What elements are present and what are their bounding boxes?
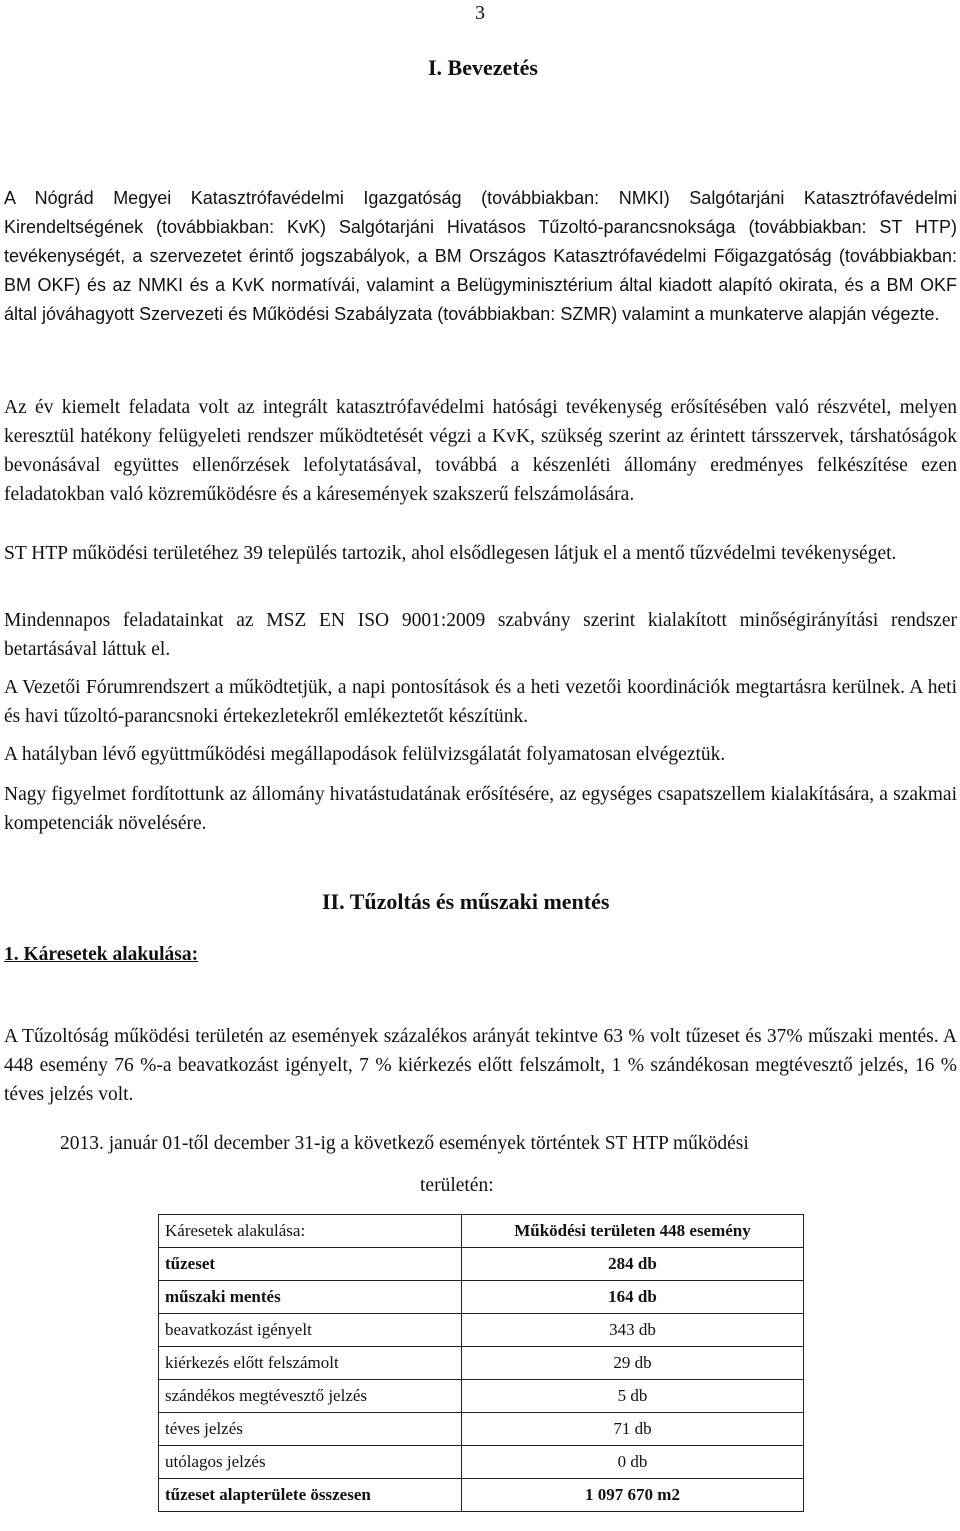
table-row (159, 1281, 804, 1314)
table-cell-value: 29 db (462, 1347, 804, 1380)
table-cell-label: tűzeset (159, 1248, 462, 1281)
table-row (159, 1347, 804, 1380)
incidents-table (158, 1214, 804, 1512)
table-cell-label: téves jelzés (159, 1413, 462, 1446)
table-cell-value: 71 db (462, 1413, 804, 1446)
page-number: 3 (475, 2, 485, 24)
table-row (159, 1446, 804, 1479)
table-header-cell: Káresetek alakulása: (159, 1215, 462, 1248)
table-cell-label: kiérkezés előtt felszámolt (159, 1347, 462, 1380)
table-cell-label: utólagos jelzés (159, 1446, 462, 1479)
section-title-firefighting: II. Tűzoltás és műszaki mentés (322, 889, 610, 914)
table-cell-value: 284 db (462, 1248, 804, 1281)
table-intro-line-2: területén: (420, 1175, 494, 1196)
section-title-introduction: I. Bevezetés (428, 55, 538, 80)
table-header-cell: Működési területen 448 esemény (462, 1215, 804, 1248)
table-cell-value: 343 db (462, 1314, 804, 1347)
paragraph-agreements: A hatályban lévő együttműködési megállapodások felülvizsgálatát folyamatosan elvégeztük. (4, 744, 726, 765)
paragraph-quality-system: Mindennapos feladatainkat az MSZ EN ISO 9001:2009 szabvány szerint kialakított minőségirányítási rendszer betartásával láttuk el. (4, 610, 957, 660)
table-cell-value: 164 db (462, 1281, 804, 1314)
table-header-row (159, 1215, 804, 1248)
paragraph-intro: A Nógrád Megyei Katasztrófavédelmi Igazgatóság (továbbiakban: NMKI) Salgótarjáni Katasztrófavédelmi Kirendeltségének (továbbiakban: KvK) Salgótarjáni Hivatásos Tűzoltó-parancsnoksága (továbbiakban: ST HTP) tevékenységét, a szervezetet érintő jogszabályok, a BM Országos Katasztrófavédelmi Főigazgatóság (továbbiakban: BM OKF) és az NMKI és a KvK normatívái, valamint a Belügyminisztérium által kiadott alapító okirata, és a BM OKF által jóváhagyott Szervezeti és Működési Szabályzata (továbbiakban: SZMR) valamint a munkaterve alapján végezte. (4, 188, 957, 324)
table-row (159, 1248, 804, 1281)
table-cell-value: 0 db (462, 1446, 804, 1479)
table-cell-label: beavatkozást igényelt (159, 1314, 462, 1347)
table-row (159, 1314, 804, 1347)
table-row (159, 1413, 804, 1446)
paragraph-annual-task: Az év kiemelt feladata volt az integrált katasztrófavédelmi hatósági tevékenység erősítésében való részvétel, melyen keresztül hatékony felügyeleti rendszer működtetését végzi a KvK, szükség szerint az érintett társszervek, társhatóságok bevonásával együttes ellenőrzések lefolytatásával, továbbá a készenléti állomány eredményes felkészítése ezen feladatokban való közreműködésre és a káresemények szakszerű felszámolására. (4, 397, 957, 505)
table-cell-label: műszaki mentés (159, 1281, 462, 1314)
subsection-title-incidents: 1. Káresetek alakulása: (4, 944, 199, 965)
paragraph-leadership-forum: A Vezetői Fórumrendszert a működtetjük, a napi pontosítások és a heti vezetői koordinációk megtartásra kerülnek. A heti és havi tűzoltó-parancsnoki értekezletekről emlékeztetőt készítünk. (4, 677, 957, 727)
table-cell-label: tűzeset alapterülete összesen (159, 1479, 462, 1512)
paragraph-team-spirit: Nagy figyelmet fordítottunk az állomány hivatástudatának erősítésére, az egységes csapatszellem kialakítására, a szakmai kompetenciák növelésére. (4, 784, 957, 834)
table-cell-value: 5 db (462, 1380, 804, 1413)
table-intro-line-1: 2013. január 01-től december 31-ig a következő események történtek ST HTP működési (60, 1133, 749, 1154)
table-cell-label: szándékos megtévesztő jelzés (159, 1380, 462, 1413)
paragraph-incident-ratios: A Tűzoltóság működési területén az események százalékos arányát tekintve 63 % volt tűzeset és 37% műszaki mentés. A 448 esemény 76 %-a beavatkozást igényelt, 7 % kiérkezés előtt felszámolt, 1 % szándékosan megtévesztő jelzés, 16 % téves jelzés volt. (4, 1026, 957, 1105)
table-cell-value: 1 097 670 m2 (462, 1479, 804, 1512)
table-row (159, 1479, 804, 1512)
paragraph-settlements: ST HTP működési területéhez 39 település tartozik, ahol elsődlegesen látjuk el a mentő tűzvédelmi tevékenységet. (4, 543, 897, 564)
table-row (159, 1380, 804, 1413)
